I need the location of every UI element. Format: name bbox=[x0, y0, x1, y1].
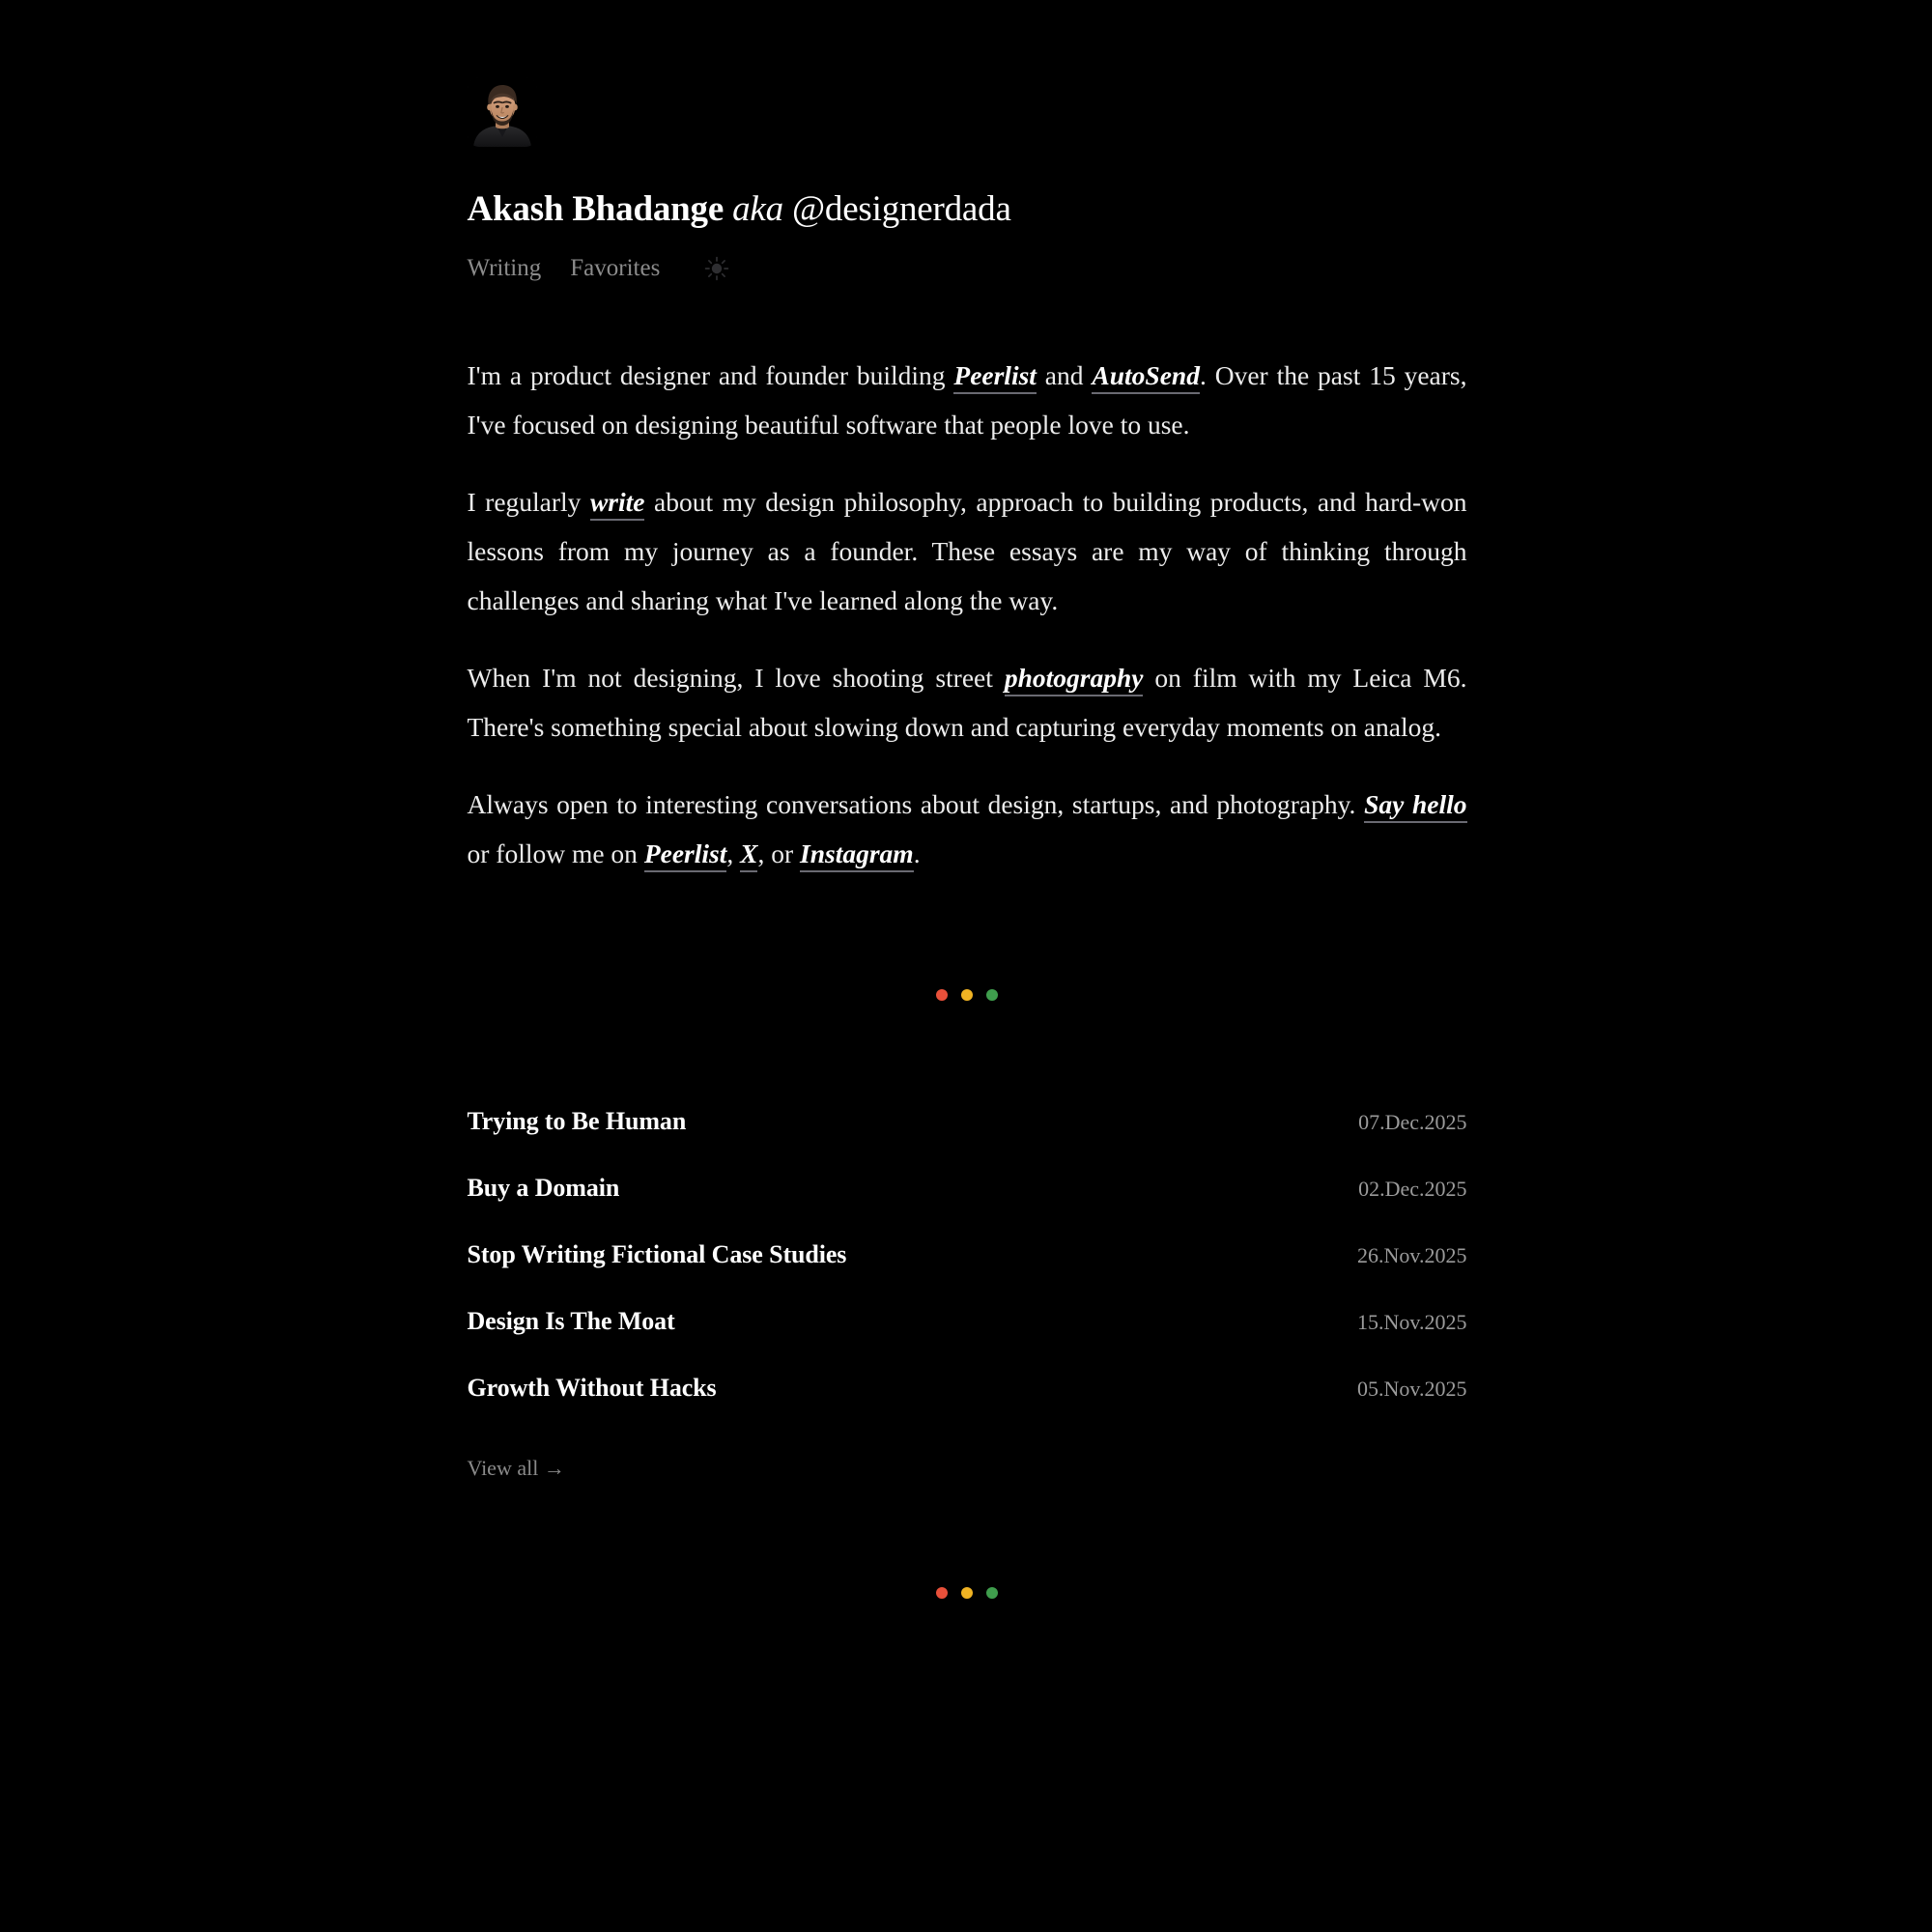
link-instagram[interactable]: Instagram bbox=[800, 838, 914, 872]
post-title: Design Is The Moat bbox=[467, 1306, 675, 1335]
main-nav bbox=[468, 254, 1467, 283]
post-date: 15.Nov.2025 bbox=[1357, 1309, 1467, 1334]
bio-p4-text-e: . bbox=[913, 838, 921, 868]
post-title: Stop Writing Fictional Case Studies bbox=[467, 1239, 847, 1268]
sun-icon bbox=[704, 256, 729, 281]
post-title: Growth Without Hacks bbox=[467, 1373, 717, 1402]
writing-list bbox=[468, 1107, 1467, 1481]
link-say-hello[interactable]: Say hello bbox=[1364, 789, 1466, 823]
post-row[interactable] bbox=[468, 1107, 1467, 1136]
bio-p4-text-d: , or bbox=[757, 838, 800, 868]
post-date: 26.Nov.2025 bbox=[1357, 1242, 1467, 1267]
link-peerlist-social[interactable]: Peerlist bbox=[644, 838, 727, 872]
bio-p2-text-a: I regularly bbox=[467, 486, 590, 517]
title-handle: @designerdada bbox=[792, 189, 1011, 229]
dot-red bbox=[936, 989, 948, 1001]
dot-yellow bbox=[961, 989, 973, 1001]
content-column bbox=[468, 0, 1467, 1599]
avatar[interactable] bbox=[468, 77, 537, 147]
divider-dots-bottom bbox=[468, 1587, 1467, 1599]
nav-item-favorites[interactable]: Favorites bbox=[570, 255, 661, 282]
bio-p1-text-c: . Over the past 15 years, I've focused on designing beautiful software that people love to use. bbox=[467, 359, 1467, 440]
post-row[interactable] bbox=[468, 1240, 1467, 1269]
bio-p1-text-b: and bbox=[1036, 359, 1093, 390]
post-row[interactable] bbox=[468, 1307, 1467, 1336]
theme-toggle-button[interactable] bbox=[702, 254, 731, 283]
view-all-link[interactable]: View all → bbox=[467, 1455, 565, 1480]
post-row[interactable] bbox=[468, 1174, 1467, 1203]
dot-yellow bbox=[961, 1587, 973, 1599]
post-title: Trying to Be Human bbox=[467, 1106, 687, 1135]
title-aka: aka bbox=[732, 189, 783, 229]
bio-p4-text-a: Always open to interesting conversations about design, startups, and photography. bbox=[467, 788, 1365, 819]
bio-p4-text-c: , bbox=[726, 838, 741, 868]
bio-p1-text-a: I'm a product designer and founder building bbox=[467, 359, 954, 390]
post-date: 07.Dec.2025 bbox=[1358, 1109, 1467, 1134]
nav-item-writing[interactable]: Writing bbox=[467, 255, 542, 282]
bio-paragraph-4 bbox=[468, 780, 1467, 878]
bio-p3-text-a: When I'm not designing, I love shooting street bbox=[467, 662, 1005, 693]
bio-p2-text-b: about my design philosophy, approach to building products, and hard-won lessons from my journey as a founder. These essays are my way of thinking through challenges and sharing what I've learned along the way. bbox=[467, 486, 1467, 615]
bio-p3-text-b: on film with my Leica M6. There's something special about slowing down and capturing everyday moments on analog. bbox=[467, 662, 1467, 742]
link-x[interactable]: X bbox=[740, 838, 757, 872]
link-write[interactable]: write bbox=[590, 487, 645, 521]
post-date: 02.Dec.2025 bbox=[1358, 1176, 1467, 1201]
post-row[interactable] bbox=[468, 1374, 1467, 1403]
bio-section bbox=[468, 351, 1467, 878]
page-title bbox=[468, 188, 1467, 231]
post-date: 05.Nov.2025 bbox=[1357, 1376, 1467, 1401]
bio-paragraph-3 bbox=[468, 653, 1467, 752]
title-name: Akash Bhadange bbox=[467, 189, 724, 229]
dot-green bbox=[986, 1587, 998, 1599]
dot-red bbox=[936, 1587, 948, 1599]
divider-dots-top bbox=[468, 989, 1467, 1001]
post-title: Buy a Domain bbox=[467, 1173, 620, 1202]
dot-green bbox=[986, 989, 998, 1001]
link-autosend[interactable]: AutoSend bbox=[1092, 360, 1200, 394]
bio-paragraph-1 bbox=[468, 351, 1467, 449]
link-photography[interactable]: photography bbox=[1005, 663, 1144, 696]
link-peerlist[interactable]: Peerlist bbox=[953, 360, 1037, 394]
bio-paragraph-2 bbox=[468, 477, 1467, 625]
bio-p4-text-b: or follow me on bbox=[467, 838, 644, 868]
